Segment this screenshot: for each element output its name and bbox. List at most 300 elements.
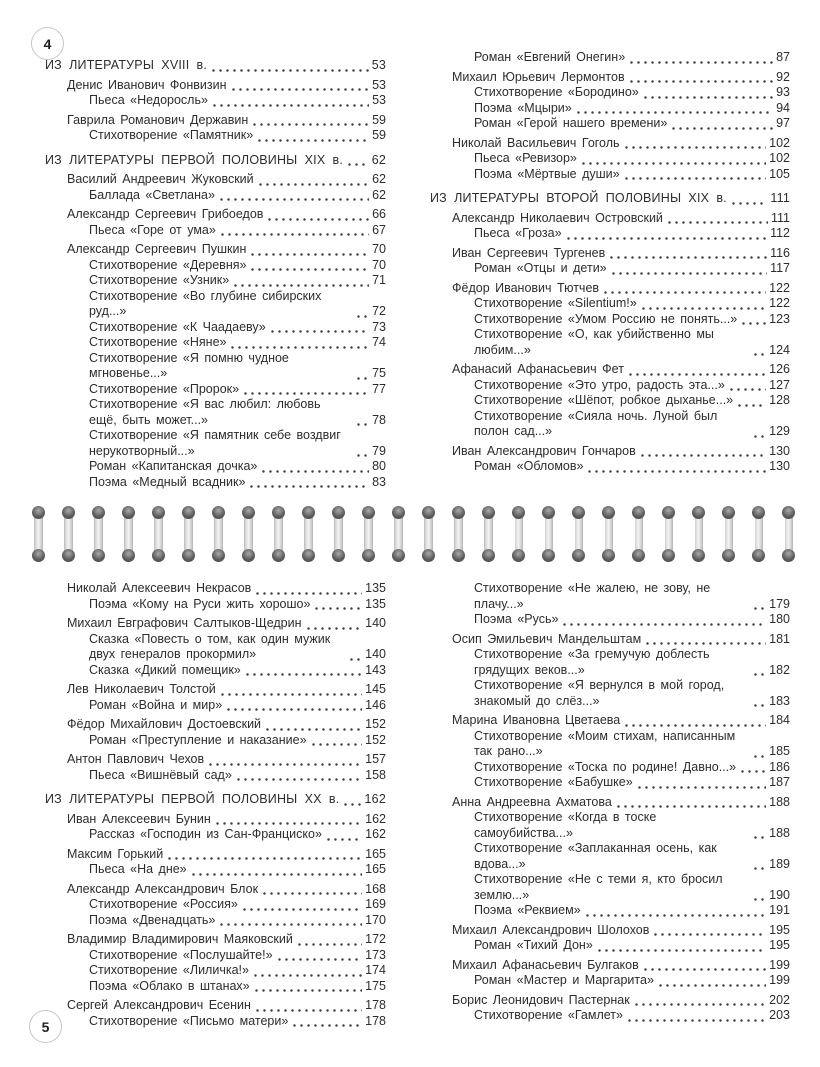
dot-leader xyxy=(325,828,362,843)
entry-title: Михаил Афанасьевич Булгаков xyxy=(452,957,639,972)
dot-leader xyxy=(229,336,369,351)
entry-title: Роман «Мастер и Маргарита» xyxy=(474,973,654,987)
dot-leader xyxy=(666,211,768,226)
entry-page-number: 124 xyxy=(769,342,790,357)
toc-entry xyxy=(45,847,386,863)
entry-title: ИЗ ЛИТЕРАТУРЫ ПЕРВОЙ ПОЛОВИНЫ XX в. xyxy=(45,792,340,806)
entry-page-number: 53 xyxy=(372,93,386,107)
dot-leader xyxy=(561,613,766,628)
entry-title: Стихотворение «О, как убийственно мы любим...» xyxy=(474,327,714,357)
entry-title: Фёдор Михайлович Достоевский xyxy=(67,717,262,731)
dot-leader xyxy=(241,898,362,913)
entry-page-number: 70 xyxy=(372,242,386,256)
toc-entry xyxy=(430,444,790,460)
entry-title: Стихотворение «К Чаадаеву» xyxy=(89,319,266,334)
entry-title: Роман «Отцы и дети» xyxy=(474,261,607,275)
entry-title: Поэма «Реквием» xyxy=(474,903,581,917)
entry-page-number: 165 xyxy=(365,862,386,876)
entry-page-number: 74 xyxy=(372,335,386,349)
entry-page-number: 116 xyxy=(770,245,790,260)
entry-page-number: 168 xyxy=(365,881,386,896)
dot-leader xyxy=(752,597,766,612)
dot-leader xyxy=(644,632,766,647)
toc-entry xyxy=(45,128,386,144)
toc-entry xyxy=(45,827,386,843)
dot-leader xyxy=(249,243,369,258)
entry-page-number: 111 xyxy=(770,191,790,205)
page-number-badge-5: 5 xyxy=(29,1010,62,1043)
entry-page-number: 73 xyxy=(372,319,386,334)
entry-title: Стихотворение «Silentium!» xyxy=(474,296,637,310)
dot-leader xyxy=(730,192,768,207)
entry-title: Пьеса «Вишнёвый сад» xyxy=(89,767,232,782)
toc-entry xyxy=(430,841,790,872)
dot-leader xyxy=(251,113,369,128)
toc-entry xyxy=(430,226,790,242)
entry-page-number: 59 xyxy=(372,112,386,127)
entry-title: Роман «Тихий Дон» xyxy=(474,938,593,952)
dot-leader xyxy=(266,208,369,223)
entry-page-number: 130 xyxy=(769,459,790,473)
dot-leader xyxy=(269,320,369,335)
dot-leader xyxy=(218,188,369,203)
dot-leader xyxy=(642,958,766,973)
entry-page-number: 170 xyxy=(365,912,386,927)
entry-page-number: 130 xyxy=(769,443,790,458)
dot-leader xyxy=(596,939,766,954)
dot-leader xyxy=(639,444,766,459)
spiral-ring xyxy=(782,506,796,562)
entry-page-number: 70 xyxy=(372,257,386,272)
dot-leader xyxy=(752,745,766,760)
entry-title: Антон Павлович Чехов xyxy=(67,752,205,766)
toc-entry xyxy=(45,113,386,129)
dot-leader xyxy=(348,648,362,663)
entry-page-number: 175 xyxy=(365,978,386,993)
dot-leader xyxy=(628,70,774,85)
entry-title: Роман «Война и мир» xyxy=(89,697,223,712)
toc-entry xyxy=(45,207,386,223)
entry-title: ИЗ ЛИТЕРАТУРЫ XVIII в. xyxy=(45,58,208,72)
toc-entry xyxy=(430,938,790,954)
dot-leader xyxy=(257,173,369,188)
entry-page-number: 79 xyxy=(372,443,386,458)
entry-page-number: 185 xyxy=(769,744,790,758)
entry-title: Марина Ивановна Цветаева xyxy=(452,713,621,727)
toc-entry xyxy=(430,872,790,903)
toc-entry xyxy=(45,979,386,995)
entry-page-number: 182 xyxy=(769,662,790,677)
entry-title: Поэма «Облако в штанах» xyxy=(89,978,250,993)
toc-entry xyxy=(45,897,386,913)
spiral-ring xyxy=(211,506,225,562)
entry-title: Роман «Преступление и наказание» xyxy=(89,732,307,747)
entry-title: Михаил Александрович Шолохов xyxy=(452,922,650,937)
dot-leader xyxy=(652,923,766,938)
entry-page-number: 146 xyxy=(365,697,386,712)
entry-title: Александр Сергеевич Пушкин xyxy=(67,242,247,256)
entry-title: Василий Андреевич Жуковский xyxy=(67,172,254,186)
toc-entry xyxy=(430,85,790,101)
toc-entry xyxy=(430,795,790,811)
entry-title: Пьеса «Недоросль» xyxy=(89,93,208,107)
entry-page-number: 172 xyxy=(365,932,386,946)
dot-leader xyxy=(244,663,362,678)
toc-entry xyxy=(430,101,790,117)
dot-leader xyxy=(752,826,766,841)
entry-title: Стихотворение «Памятник» xyxy=(89,128,254,142)
dot-leader xyxy=(218,913,362,928)
entry-page-number: 129 xyxy=(769,424,790,438)
entry-title: Баллада «Светлана» xyxy=(89,187,215,202)
entry-page-number: 199 xyxy=(769,957,790,972)
entry-page-number: 162 xyxy=(365,827,386,841)
dot-leader xyxy=(260,460,369,475)
entry-page-number: 191 xyxy=(769,903,790,917)
toc-entry xyxy=(45,289,386,320)
entry-title: Стихотворение «Лиличка!» xyxy=(89,963,249,977)
entry-title: Борис Леонидович Пастернак xyxy=(452,992,630,1007)
entry-title: Иван Алексеевич Бунин xyxy=(67,811,211,826)
entry-page-number: 179 xyxy=(769,596,790,611)
dot-leader xyxy=(242,382,369,397)
toc-entry xyxy=(45,733,386,749)
toc-column-page5-left xyxy=(45,581,386,1029)
entry-page-number: 173 xyxy=(365,947,386,962)
entry-title: Лев Николаевич Толстой xyxy=(67,682,216,696)
entry-page-number: 162 xyxy=(365,811,386,826)
dot-leader xyxy=(355,444,369,459)
dot-leader xyxy=(623,167,767,182)
toc-entry xyxy=(430,136,790,152)
spiral-ring xyxy=(391,506,405,562)
spiral-ring xyxy=(662,506,676,562)
dot-leader xyxy=(254,582,362,597)
entry-page-number: 62 xyxy=(372,172,386,186)
entry-page-number: 126 xyxy=(769,362,790,376)
toc-entry xyxy=(430,362,790,378)
dot-leader xyxy=(615,795,766,810)
dot-leader xyxy=(739,760,766,775)
spiral-ring xyxy=(181,506,195,562)
toc-entry xyxy=(430,810,790,841)
toc-entry xyxy=(430,903,790,919)
entry-title: Пьеса «Гроза» xyxy=(474,226,562,240)
entry-page-number: 67 xyxy=(372,222,386,237)
toc-entry xyxy=(430,409,790,440)
entry-page-number: 127 xyxy=(769,377,790,392)
entry-title: Рассказ «Господин из Сан-Франциско» xyxy=(89,827,322,841)
spiral-ring xyxy=(602,506,616,562)
entry-page-number: 135 xyxy=(365,596,386,611)
dot-leader xyxy=(752,857,766,872)
entry-page-number: 145 xyxy=(365,682,386,696)
dot-leader xyxy=(752,343,766,358)
toc-entry xyxy=(430,378,790,394)
spiral-ring xyxy=(421,506,435,562)
entry-page-number: 62 xyxy=(372,187,386,202)
entry-page-number: 184 xyxy=(769,713,790,727)
toc-entry xyxy=(45,998,386,1014)
dot-leader xyxy=(264,718,362,733)
toc-entry xyxy=(45,1014,386,1030)
dot-leader xyxy=(296,933,362,948)
toc-entry xyxy=(430,581,790,612)
entry-page-number: 102 xyxy=(769,151,790,165)
dot-leader xyxy=(346,153,369,168)
entry-page-number: 188 xyxy=(769,825,790,840)
toc-entry xyxy=(430,632,790,648)
toc-entry xyxy=(45,397,386,428)
toc-entry xyxy=(45,153,386,169)
entry-page-number: 78 xyxy=(372,412,386,427)
toc-entry xyxy=(430,151,790,167)
dot-leader xyxy=(355,305,369,320)
dot-leader xyxy=(248,475,369,490)
entry-page-number: 72 xyxy=(372,304,386,318)
entry-page-number: 87 xyxy=(776,50,790,64)
dot-leader xyxy=(305,617,363,632)
entry-title: ИЗ ЛИТЕРАТУРЫ ПЕРВОЙ ПОЛОВИНЫ XIX в. xyxy=(45,152,344,167)
dot-leader xyxy=(623,714,766,729)
spiral-ring xyxy=(61,506,75,562)
dot-leader xyxy=(752,663,766,678)
entry-title: Роман «Герой нашего времени» xyxy=(474,116,668,130)
dot-leader xyxy=(752,425,766,440)
dot-leader xyxy=(261,882,362,897)
dot-leader xyxy=(254,999,362,1014)
toc-entry xyxy=(45,698,386,714)
spiral-ring xyxy=(752,506,766,562)
spiral-ring xyxy=(31,506,45,562)
entry-title: Денис Иванович Фонвизин xyxy=(67,77,227,92)
toc-entry xyxy=(430,729,790,760)
toc-entry xyxy=(45,932,386,948)
entry-page-number: 135 xyxy=(365,581,386,595)
dot-leader xyxy=(253,979,363,994)
entry-page-number: 122 xyxy=(769,280,790,295)
toc-entry xyxy=(45,663,386,679)
entry-page-number: 181 xyxy=(769,631,790,646)
entry-title: Максим Горький xyxy=(67,846,164,861)
dot-leader xyxy=(235,768,362,783)
spiral-ring xyxy=(121,506,135,562)
toc-entry xyxy=(45,351,386,382)
dot-leader xyxy=(580,152,766,167)
entry-title: Стихотворение «Пророк» xyxy=(89,381,240,396)
entry-page-number: 75 xyxy=(372,366,386,380)
toc-entry xyxy=(430,993,790,1009)
toc-entry xyxy=(45,93,386,109)
dot-leader xyxy=(225,698,362,713)
toc-entry xyxy=(45,597,386,613)
spiral-ring xyxy=(722,506,736,562)
dot-leader xyxy=(214,812,362,827)
dot-leader xyxy=(355,367,369,382)
entry-page-number: 97 xyxy=(776,116,790,130)
entry-page-number: 77 xyxy=(372,381,386,396)
dot-leader xyxy=(636,776,766,791)
entry-title: ИЗ ЛИТЕРАТУРЫ ВТОРОЙ ПОЛОВИНЫ XIX в. xyxy=(430,191,727,205)
entry-title: Роман «Капитанская дочка» xyxy=(89,459,258,473)
toc-entry xyxy=(45,768,386,784)
dot-leader xyxy=(586,460,766,475)
dot-leader xyxy=(626,1009,766,1024)
entry-title: Поэма «Медный всадник» xyxy=(89,474,246,489)
entry-page-number: 174 xyxy=(365,963,386,977)
toc-entry xyxy=(45,335,386,351)
spiral-ring xyxy=(91,506,105,562)
entry-page-number: 66 xyxy=(372,207,386,221)
toc-entry xyxy=(45,792,386,808)
dot-leader xyxy=(633,993,766,1008)
dot-leader xyxy=(752,888,766,903)
toc-entry xyxy=(45,682,386,698)
dot-leader xyxy=(608,246,767,261)
entry-page-number: 186 xyxy=(769,759,790,774)
spiral-ring xyxy=(632,506,646,562)
dot-leader xyxy=(602,281,766,296)
entry-title: Поэма «Русь» xyxy=(474,612,559,626)
entry-title: Осип Эмильевич Мандельштам xyxy=(452,631,642,646)
dot-leader xyxy=(736,394,766,409)
toc-entry xyxy=(45,242,386,258)
toc-column-page5-right xyxy=(430,581,790,1024)
entry-title: Сказка «Повесть о том, как один мужик двух генералов прокормил» xyxy=(89,631,331,661)
entry-title: Гаврила Романович Державин xyxy=(67,112,249,127)
entry-title: Афанасий Афанасьевич Фет xyxy=(452,362,624,376)
entry-title: Стихотворение «Послушайте!» xyxy=(89,947,273,962)
entry-title: Стихотворение «Узник» xyxy=(89,273,230,287)
toc-entry xyxy=(45,459,386,475)
toc-entry xyxy=(430,393,790,409)
dot-leader xyxy=(728,378,766,393)
toc-entry xyxy=(430,261,790,277)
entry-title: Роман «Евгений Онегин» xyxy=(474,50,626,64)
spiral-ring xyxy=(692,506,706,562)
entry-page-number: 93 xyxy=(776,85,790,99)
entry-title: Стихотворение «Тоска по родине! Давно...» xyxy=(474,759,737,774)
toc-entry xyxy=(45,58,386,74)
dot-leader xyxy=(276,948,363,963)
entry-page-number: 199 xyxy=(769,973,790,987)
entry-title: Стихотворение «Во глубине сибирских руд...» xyxy=(89,288,322,318)
entry-page-number: 203 xyxy=(769,1008,790,1022)
toc-entry xyxy=(45,475,386,491)
entry-title: Стихотворение «Умом Россию не понять...» xyxy=(474,311,738,326)
page-number-badge-4: 4 xyxy=(31,27,64,60)
entry-title: Поэма «Кому на Руси жить хорошо» xyxy=(89,596,311,611)
dot-leader xyxy=(627,363,766,378)
dot-leader xyxy=(657,974,766,989)
dot-leader xyxy=(628,51,773,66)
entry-title: Михаил Юрьевич Лермонтов xyxy=(452,69,625,84)
entry-page-number: 140 xyxy=(365,647,386,661)
entry-title: Стихотворение «Когда в тоске самоубийства...» xyxy=(474,810,657,840)
entry-title: Пьеса «Горе от ума» xyxy=(89,222,216,237)
entry-page-number: 202 xyxy=(769,992,790,1007)
toc-entry xyxy=(430,116,790,132)
dot-leader xyxy=(740,312,766,327)
entry-title: Поэма «Мцыри» xyxy=(474,100,572,115)
dot-leader xyxy=(190,863,363,878)
toc-entry xyxy=(45,78,386,94)
toc-entry xyxy=(430,296,790,312)
entry-page-number: 83 xyxy=(372,474,386,489)
dot-leader xyxy=(313,597,362,612)
entry-title: Стихотворение «Сияла ночь. Луной был полон сад...» xyxy=(474,408,718,438)
toc-column-page4-left xyxy=(45,58,386,490)
entry-page-number: 128 xyxy=(769,393,790,407)
entry-page-number: 53 xyxy=(372,77,386,92)
toc-entry xyxy=(430,612,790,628)
entry-page-number: 152 xyxy=(365,732,386,747)
dot-leader xyxy=(752,694,766,709)
spiral-ring xyxy=(512,506,526,562)
dot-leader xyxy=(610,262,767,277)
dot-leader xyxy=(565,227,768,242)
toc-entry xyxy=(430,775,790,791)
toc-entry xyxy=(430,211,790,227)
entry-page-number: 162 xyxy=(364,792,386,806)
entry-page-number: 92 xyxy=(776,69,790,84)
toc-entry xyxy=(45,913,386,929)
entry-page-number: 102 xyxy=(769,135,790,150)
toc-entry xyxy=(430,191,790,207)
entry-title: Стихотворение «Письмо матери» xyxy=(89,1013,289,1028)
entry-page-number: 165 xyxy=(365,846,386,861)
entry-title: Николай Алексеевич Некрасов xyxy=(67,581,252,595)
toc-entry xyxy=(430,70,790,86)
entry-title: Стихотворение «Бородино» xyxy=(474,85,639,99)
toc-entry xyxy=(430,1008,790,1024)
entry-title: Владимир Владимирович Маяковский xyxy=(67,932,293,946)
entry-page-number: 190 xyxy=(769,887,790,902)
entry-title: Стихотворение «Не с теми я, кто бросил землю...» xyxy=(474,872,723,902)
entry-page-number: 111 xyxy=(770,210,790,225)
spiral-ring xyxy=(572,506,586,562)
entry-title: Стихотворение «Гамлет» xyxy=(474,1008,623,1022)
toc-entry xyxy=(45,273,386,289)
entry-page-number: 117 xyxy=(770,261,790,275)
toc-entry xyxy=(45,258,386,274)
dot-leader xyxy=(252,964,362,979)
entry-title: Сергей Александрович Есенин xyxy=(67,998,251,1012)
toc-entry xyxy=(45,581,386,597)
entry-page-number: 59 xyxy=(372,128,386,142)
entry-title: Стихотворение «Я вернулся в мой город, знакомый до слёз...» xyxy=(474,678,725,708)
entry-page-number: 195 xyxy=(769,938,790,952)
toc-entry xyxy=(45,752,386,768)
dot-leader xyxy=(207,753,362,768)
entry-page-number: 152 xyxy=(365,717,386,731)
entry-title: Николай Васильевич Гоголь xyxy=(452,135,620,150)
dot-leader xyxy=(230,78,370,93)
entry-title: Пьеса «На дне» xyxy=(89,862,187,876)
entry-title: Сказка «Дикий помещик» xyxy=(89,662,241,677)
dot-leader xyxy=(355,413,369,428)
entry-page-number: 122 xyxy=(769,296,790,310)
toc-entry xyxy=(45,320,386,336)
entry-page-number: 71 xyxy=(372,273,386,287)
toc-entry xyxy=(45,172,386,188)
entry-title: Стихотворение «Шёпот, робкое дыханье...» xyxy=(474,393,734,407)
entry-page-number: 178 xyxy=(365,998,386,1012)
entry-title: Стихотворение «Это утро, радость эта...» xyxy=(474,377,725,392)
dot-leader xyxy=(584,904,767,919)
entry-title: Стихотворение «Моим стихам, написанным так рано...» xyxy=(474,728,736,758)
entry-page-number: 62 xyxy=(371,152,386,167)
